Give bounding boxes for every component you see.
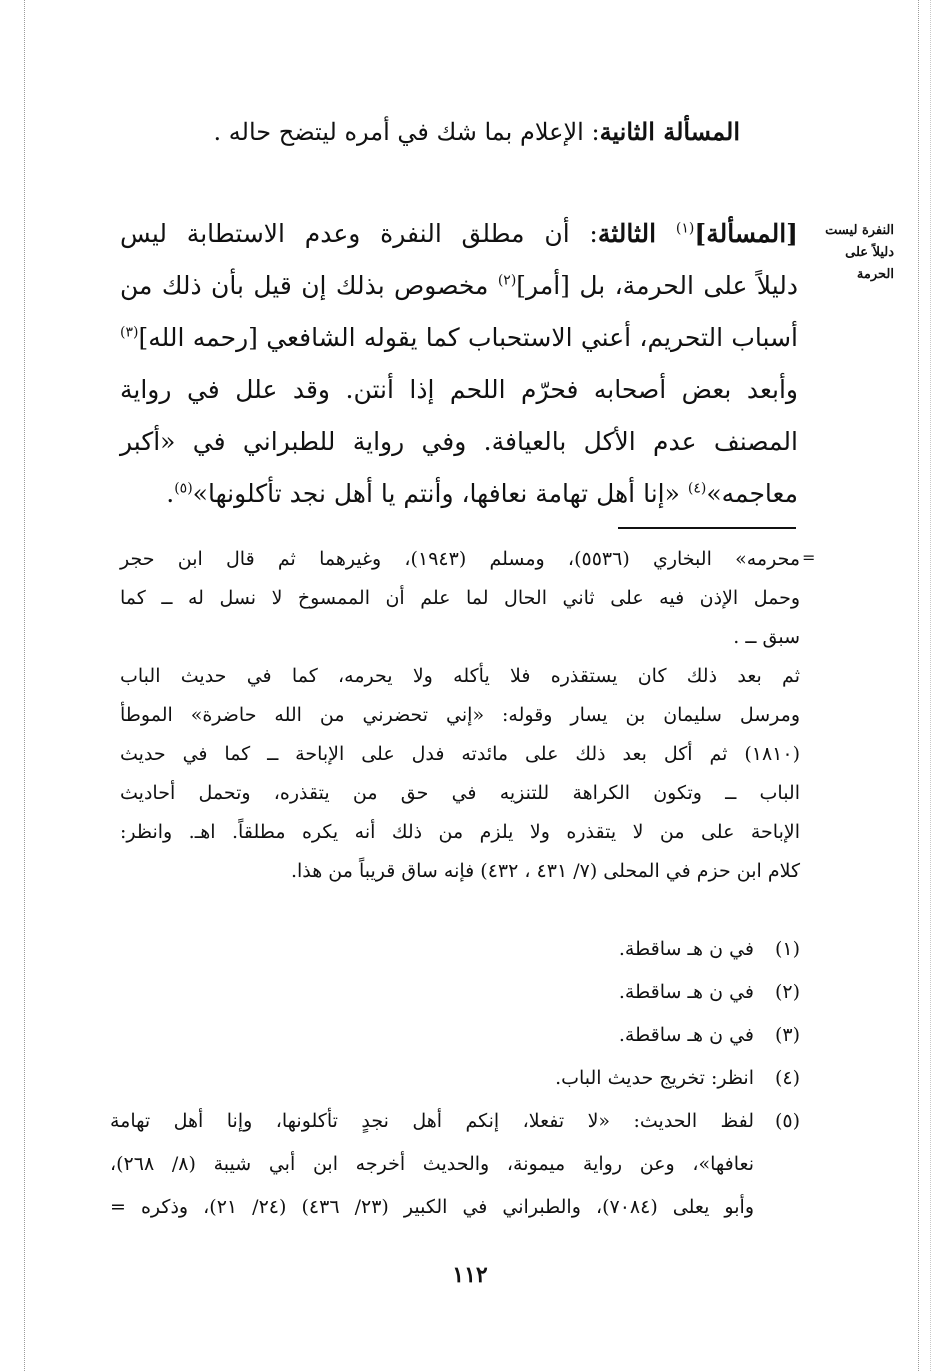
footnote-ref: (٢) <box>497 272 517 289</box>
footnote-ref: (١) <box>675 220 695 237</box>
footnote-text: في ن هـ ساقطة. <box>618 981 754 1003</box>
line-text: «إنا أهل تهامة نعافها، وأنتم يا أهل نجد تأكلونها» <box>192 479 688 508</box>
line-text: وأبعد بعض أصحابه فحرّم اللحم إذا أنتن. وقد علل في رواية <box>120 375 798 404</box>
footnote-line: كلام ابن حزم في المحلى (٧/ ٤٣١ ، ٤٣٢) فإنه ساق قريباً من هذا. <box>290 860 800 882</box>
page-number: ١١٢ <box>452 1262 488 1288</box>
footnote-ref: (٤) <box>687 480 707 497</box>
footnote-number: (٢) <box>774 981 800 1003</box>
footnote-ref: (٣) <box>120 324 139 341</box>
paragraph-line <box>120 364 798 416</box>
margin-note-line: النفرة ليست <box>825 223 894 238</box>
footnote-line: ومرسل سليمان بن يسار وقوله: «إني تحضرني من الله حاضرة» الموطأ <box>120 704 800 726</box>
footnote-line: الإباحة على من لا يتقذره ولا يلزم من ذلك أنه يكره مطلقاً. اهـ. وانظر: <box>120 821 800 843</box>
line-text: . <box>166 479 175 508</box>
footnote-list <box>110 928 800 1229</box>
footnote-item <box>110 928 800 971</box>
line-text: مخصوص بذلك إن قيل بأن ذلك من <box>120 271 498 300</box>
footnote-text: انظر: تخريج حديث الباب. <box>555 1067 754 1089</box>
margin-note <box>806 220 894 286</box>
footnote-item <box>110 1100 800 1229</box>
scan-edge-left <box>24 0 25 1371</box>
scan-edge-right <box>918 0 919 1371</box>
margin-note-line: الحرمة <box>856 267 894 282</box>
margin-note-line: دليلاً على <box>845 245 894 260</box>
footnote-text: نعافها»، وعن رواية ميمونة، والحديث أخرجه ابن أبي شيبة (٨/ ٢٦٨)، <box>110 1153 754 1175</box>
line-text: دليلاً على الحرمة، بل [أمر] <box>516 271 798 300</box>
footnote-item <box>110 1014 800 1057</box>
issue-label: [المسألة] <box>694 219 798 248</box>
footnote-ref: (٥) <box>174 480 193 497</box>
line-text: : أن مطلق النفرة وعدم الاستطابة ليس <box>120 219 598 248</box>
scan-edge-right-outer <box>930 0 931 1371</box>
issue-number: الثالثة <box>597 219 657 248</box>
continuation-mark: = <box>802 548 816 567</box>
continued-footnote <box>120 540 800 891</box>
paragraph-line <box>120 312 798 364</box>
footnote-text: لفظ الحديث: «لا تفعلا، إنكم أهل نجدٍ تأكلونها، وإنا أهل تهامة <box>110 1110 754 1132</box>
footnote-line: (١٨١٠) ثم أكل بعد ذلك على مائدته فدل على الإباحة ــ كما في حديث <box>120 743 800 765</box>
heading-text: : الإعلام بما شك في أمره ليتضح حاله . <box>213 118 600 146</box>
paragraph-line <box>120 416 798 468</box>
footnote-line: وحمل الإذن فيه على ثاني الحال لما علم أن الممسوخ لا نسل له ــ كما <box>120 587 800 609</box>
line-text: معاجمه» <box>706 479 798 508</box>
line-text: المصنف عدم الأكل بالعيافة. وفي رواية للطبراني في «أكبر <box>120 427 798 456</box>
footnote-line: محرمه» البخاري (٥٥٣٦)، ومسلم (١٩٤٣)، وغيرهما ثم قال ابن حجر <box>120 548 801 570</box>
footnote-item <box>110 1057 800 1100</box>
footnote-number: (١) <box>774 938 800 960</box>
footnote-number: (٣) <box>774 1024 800 1046</box>
footnote-text: في ن هـ ساقطة. <box>618 1024 754 1046</box>
footnote-number: (٥) <box>774 1110 800 1132</box>
footnote-text: وأبو يعلى (٧٠٨٤)، والطبراني في الكبير (٢٣/ ٤٣٦) (٢٤/ ٢١)، وذكره = <box>110 1196 754 1218</box>
footnote-separator <box>618 527 796 529</box>
section-heading <box>160 112 740 152</box>
footnote-item <box>110 971 800 1014</box>
footnote-number: (٤) <box>774 1067 800 1089</box>
main-paragraph <box>120 208 798 520</box>
footnote-text: في ن هـ ساقطة. <box>618 938 754 960</box>
footnote-line: الباب ــ وتكون الكراهة للتنزيه في حق من يتقذره، وتحمل أحاديث <box>120 782 800 804</box>
footnote-line: سبق ــ . <box>733 626 800 648</box>
paragraph-line <box>120 260 798 312</box>
line-text: أسباب التحريم، أعني الاستحباب كما يقوله الشافعي [رحمه الله] <box>138 323 798 352</box>
heading-label: المسألة الثانية <box>599 117 740 146</box>
footnote-line: ثم بعد ذلك كان يستقذره فلا يأكله ولا يحرمه، كما في حديث الباب <box>120 665 800 687</box>
paragraph-line <box>120 208 798 260</box>
paragraph-line <box>120 468 798 520</box>
